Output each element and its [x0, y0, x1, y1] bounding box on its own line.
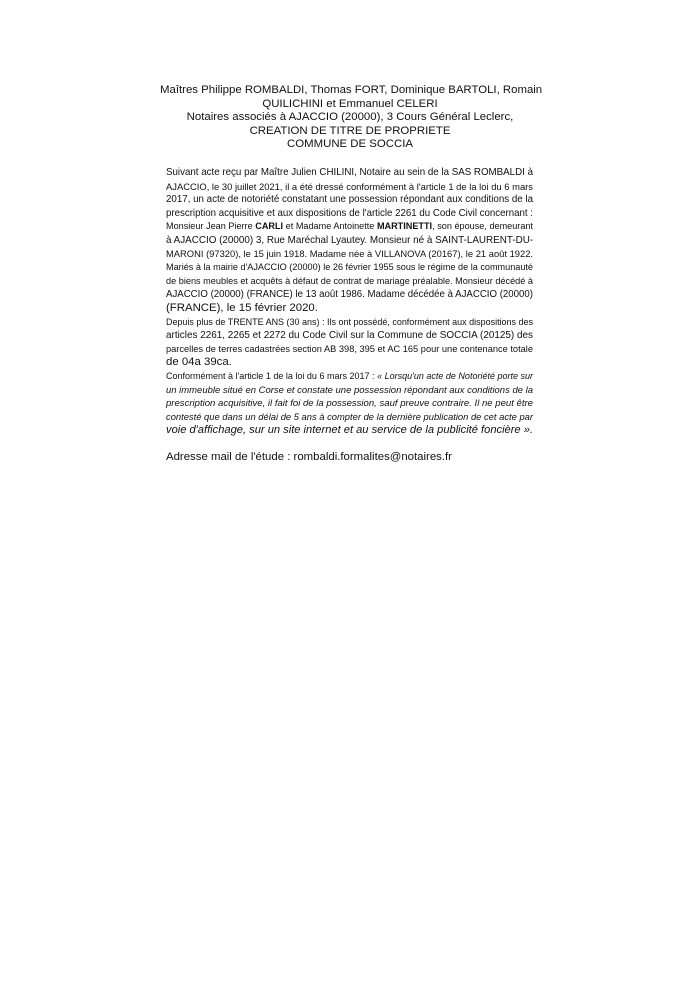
quote-line: prescription acquisitive, il fait foi de la possession, sauf preuve contraire. Il ne peut être	[166, 398, 533, 410]
text-line: AJACCIO, le 30 juillet 2021, il a été dressé conformément à l'article 1 de la loi du 6 mars	[166, 180, 533, 192]
text-line: à AJACCIO (20000) 3, Rue Maréchal Lyautey. Monsieur né à SAINT-LAURENT-DU-	[166, 234, 534, 246]
quote-fragment: « Lorsqu'un acte de Notoriété porte sur	[377, 370, 534, 381]
text-line-quote-start	[166, 370, 533, 384]
text-line: prescription acquisitive et aux dispositions de l'article 2261 du Code Civil concernant :	[166, 207, 533, 219]
text-line: de biens meubles et acquêts à défaut de contrat de mariage préalable. Monsieur décédé à	[166, 275, 533, 286]
header-line-partners: Maîtres Philippe ROMBALDI, Thomas FORT, Dominique BARTOLI, Romain	[160, 84, 543, 96]
paragraph-possession	[166, 316, 533, 370]
text-fragment: Monsieur Jean Pierre	[166, 221, 256, 232]
text-line: parcelles de terres cadastrées section AB 398, 395 et AC 165 pour une contenance totale	[166, 343, 533, 354]
text-line: de 04a 39ca.	[166, 356, 232, 369]
header-line-commune: COMMUNE DE SOCCIA	[287, 138, 413, 151]
text-fragment: Conformément à l'article 1 de la loi du 6 mars 2017 :	[166, 370, 378, 381]
surname-martinetti: MARTINETTI	[376, 221, 433, 232]
text-line: Mariés à la mairie d'AJACCIO (20000) le 26 février 1955 sous le régime de la communauté	[166, 262, 533, 273]
text-line: Depuis plus de TRENTE ANS (30 ans) : Ils ont possédé, conformément aux dispositions des	[166, 316, 533, 327]
quote-line: voie d'affichage, sur un site internet et au service de la publicité foncière ».	[166, 424, 533, 437]
spacer	[166, 438, 533, 452]
text-line-names	[166, 220, 533, 234]
quote-line: contesté que dans un délai de 5 ans à compter de la dernière publication de cet acte par	[166, 411, 533, 422]
text-line: articles 2261, 2265 et 2272 du Code Civil sur la Commune de SOCCIA (20125) des	[166, 330, 533, 342]
text-line: Suivant acte reçu par Maître Julien CHILINI, Notaire au sein de la SAS ROMBALDI à	[166, 167, 533, 178]
text-fragment: , son épouse, demeurant	[432, 221, 533, 232]
text-line: (FRANCE), le 15 février 2020.	[166, 301, 318, 314]
paragraph-law-quote	[166, 370, 533, 438]
text-line: MARONI (97320), le 15 juin 1918. Madame née à VILLANOVA (20167), le 21 août 1922.	[166, 248, 533, 259]
text-fragment: et Madame Antoinette	[283, 221, 377, 232]
header-line-address: Notaires associés à AJACCIO (20000), 3 Cours Général Leclerc,	[186, 111, 514, 124]
text-line: 2017, un acte de notoriété constatant une possession répondant aux conditions de la	[166, 194, 533, 206]
paragraph-deed	[166, 166, 533, 316]
text-line: AJACCIO (20000) (FRANCE) le 13 août 1986. Madame décédée à AJACCIO (20000)	[166, 289, 533, 301]
quote-line: un immeuble situé en Corse et constate une possession répondant aux conditions de la	[166, 384, 533, 396]
header-line-partners-cont: QUILICHINI et Emmanuel CELERI	[262, 97, 438, 110]
header-line-title: CREATION DE TITRE DE PROPRIETE	[249, 124, 451, 137]
surname-carli: CARLI	[255, 221, 284, 232]
notice-body	[166, 166, 533, 465]
notary-header	[160, 84, 543, 152]
email-line: Adresse mail de l'étude : rombaldi.formalites@notaires.fr	[166, 451, 452, 464]
